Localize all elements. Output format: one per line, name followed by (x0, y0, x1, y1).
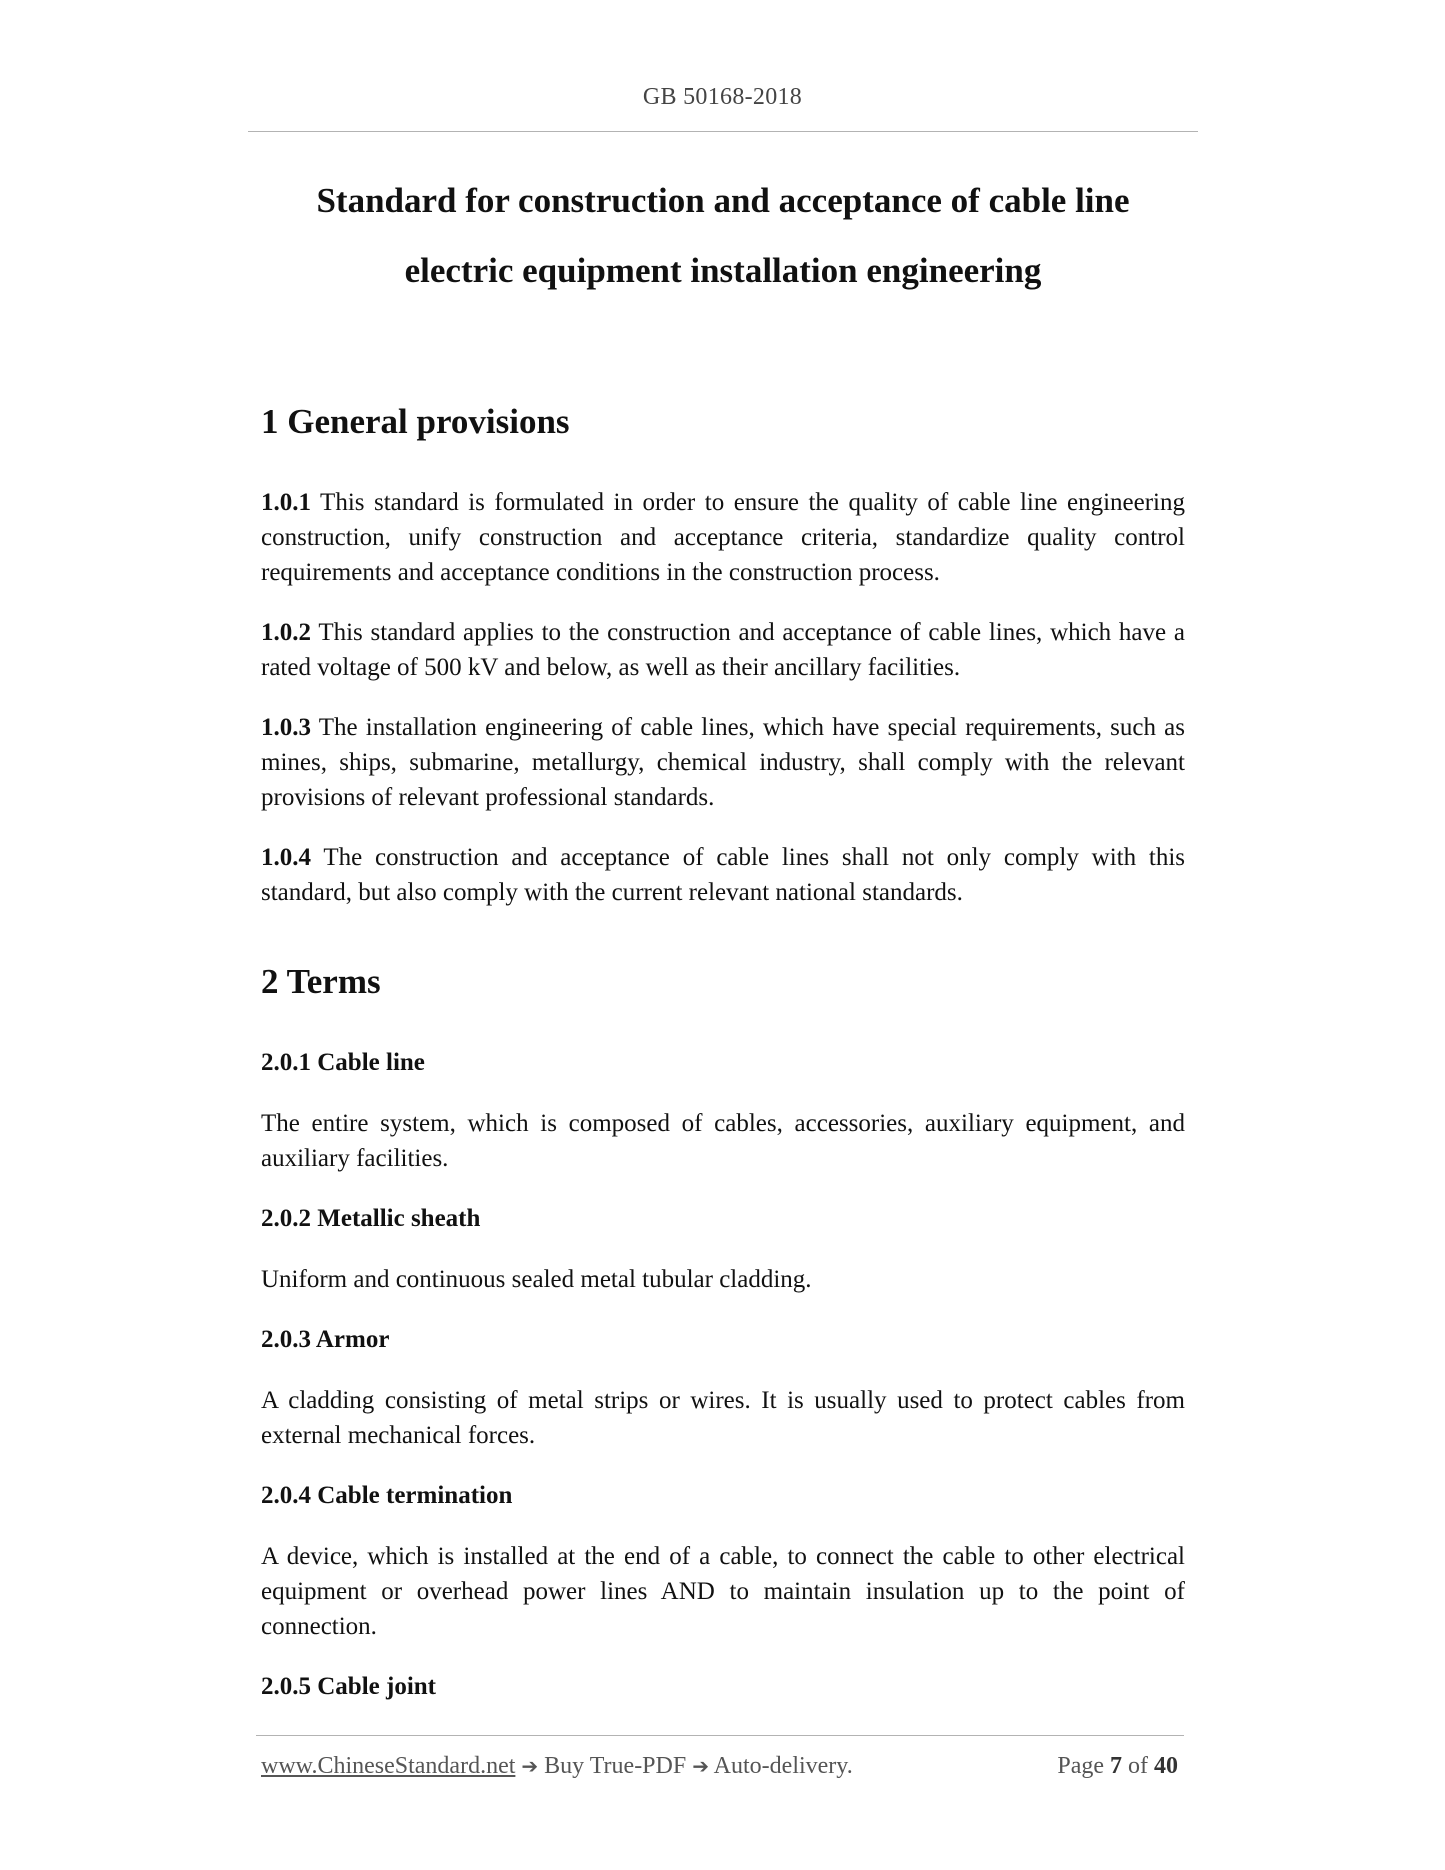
section-heading-terms: 2 Terms (261, 962, 381, 1001)
clause-number: 1.0.3 (261, 714, 311, 741)
section-heading-general-provisions: 1 General provisions (261, 402, 570, 441)
clause-text: The installation engineering of cable lines, which have special requirements, such as mines, ships, submarine, metallurgy, chemical industry, shall comply with the relevant provisions of relevant professional standards. (261, 714, 1185, 811)
clause-1-0-1 (261, 485, 1185, 590)
clause-text: This standard is formulated in order to ensure the quality of cable line engineering construction, unify construction and acceptance criteria, standardize quality control requirements and acceptance conditions in the construction process. (261, 489, 1185, 586)
clause-number: 1.0.4 (261, 844, 311, 871)
footer-divider (256, 1735, 1184, 1736)
term-heading-armor: 2.0.3 Armor (261, 1326, 390, 1353)
term-heading-cable-line: 2.0.1 Cable line (261, 1049, 425, 1076)
document-body (261, 395, 1185, 1730)
footer-promo (261, 1753, 853, 1780)
clause-1-0-4 (261, 840, 1185, 910)
page-indicator (1057, 1753, 1178, 1780)
current-page-number: 7 (1110, 1753, 1122, 1779)
page-label: Page (1057, 1753, 1104, 1779)
term-definition-cable-termination: A device, which is installed at the end of a cable, to connect the cable to other electrical equipment or overhead power lines AND to maintain insulation up to the point of connection. (261, 1543, 1185, 1640)
document-title-line-2: electric equipment installation engineering (404, 251, 1042, 290)
right-arrow-icon: ➔ (692, 1754, 709, 1778)
right-arrow-icon: ➔ (521, 1754, 539, 1778)
header-divider (248, 131, 1198, 132)
auto-delivery-text: Auto-delivery. (713, 1753, 853, 1779)
clause-1-0-2 (261, 615, 1185, 685)
buy-pdf-text: Buy True-PDF (544, 1753, 687, 1779)
clause-text: The construction and acceptance of cable lines shall not only comply with this standard, but also comply with the current relevant national standards. (261, 844, 1185, 906)
term-heading-cable-joint: 2.0.5 Cable joint (261, 1673, 436, 1700)
clause-number: 1.0.1 (261, 489, 311, 516)
clause-number: 1.0.2 (261, 619, 311, 646)
term-definition-cable-line: The entire system, which is composed of cables, accessories, auxiliary equipment, and auxiliary facilities. (261, 1110, 1185, 1172)
of-label: of (1128, 1753, 1148, 1779)
term-definition-metallic-sheath: Uniform and continuous sealed metal tubular cladding. (261, 1266, 812, 1293)
total-pages-number: 40 (1154, 1753, 1178, 1779)
running-header: GB 50168-2018 (642, 84, 803, 110)
term-heading-cable-termination: 2.0.4 Cable termination (261, 1482, 513, 1509)
document-title (248, 166, 1198, 306)
site-link[interactable]: www.ChineseStandard.net (261, 1753, 516, 1779)
term-definition-armor: A cladding consisting of metal strips or wires. It is usually used to protect cables from external mechanical forces. (261, 1387, 1185, 1449)
clause-1-0-3 (261, 710, 1185, 815)
clause-text: This standard applies to the construction and acceptance of cable lines, which have a rated voltage of 500 kV and below, as well as their ancillary facilities. (261, 619, 1185, 681)
document-title-line-1: Standard for construction and acceptance of cable line (316, 181, 1130, 220)
term-heading-metallic-sheath: 2.0.2 Metallic sheath (261, 1205, 481, 1232)
